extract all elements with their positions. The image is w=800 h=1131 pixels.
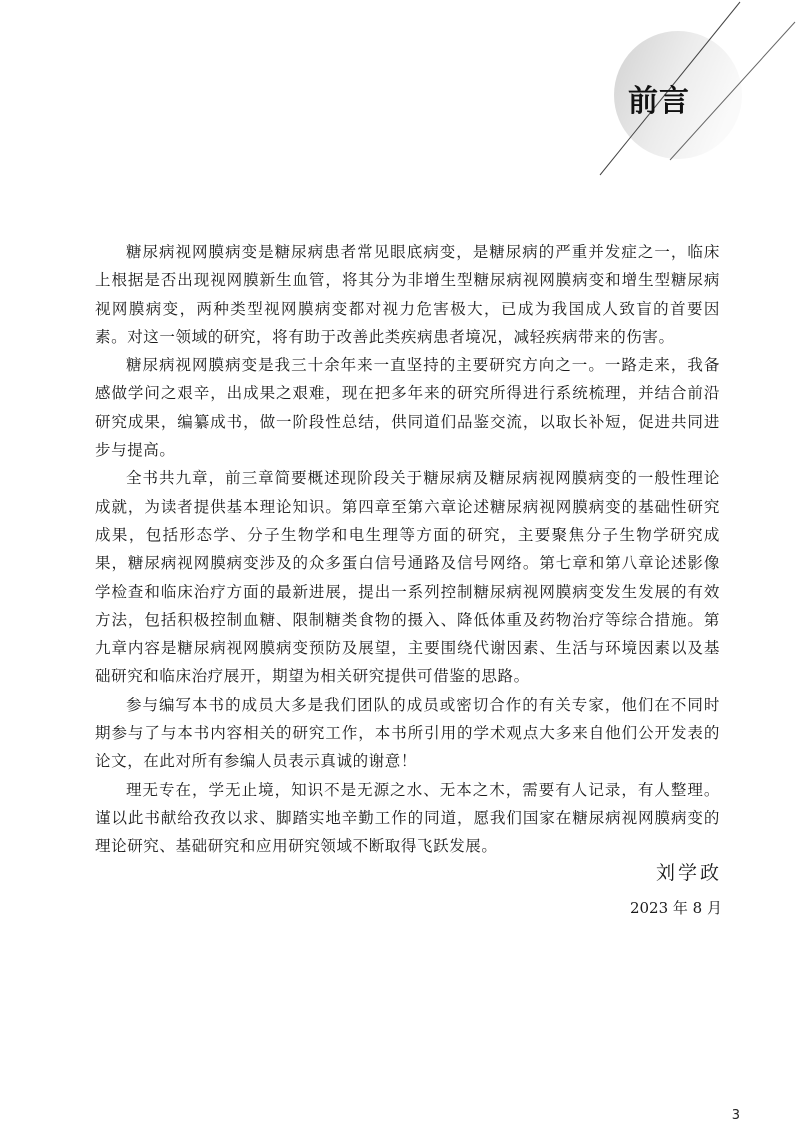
paragraph: 糖尿病视网膜病变是我三十余年来一直坚持的主要研究方向之一。一路走来，我备感做学问之艰辛，出成果之艰难，现在把多年来的研究所得进行系统梳理，并结合前沿研究成果，编纂成书，做一阶段性总结，供同道们品鉴交流，以取长补短，促进共同进步与提高。 [95,356,720,460]
header-decoration [590,0,800,200]
paragraph: 理无专在，学无止境，知识不是无源之水、无本之木，需要有人记录，有人整理。谨以此书献给孜孜以求、脚踏实地辛勤工作的同道，愿我们国家在糖尿病视网膜病变的理论研究、基础研究和应用研究领域不断取得飞跃发展。 [95,780,720,856]
paragraph: 全书共九章，前三章简要概述现阶段关于糖尿病及糖尿病视网膜病变的一般性理论成就，为读者提供基本理论知识。第四章至第六章论述糖尿病视网膜病变的基础性研究成果，包括形态学、分子生物学和电生理等方面的研究，主要聚焦分子生物学研究成果，糖尿病视网膜病变涉及的众多蛋白信号通路及信号网络。第七章和第八章论述影像学检查和临床治疗方面的最新进展，提出一系列控制糖尿病视网膜病变发生发展的有效方法，包括积极控制血糖、限制糖类食物的摄入、降低体重及药物治疗等综合措施。第九章内容是糖尿病视网膜病变预防及展望，主要围绕代谢因素、生活与环境因素以及基础研究和临床治疗展开，期望为相关研究提供可借鉴的思路。 [95,469,720,686]
signature-block [630,858,722,918]
page-title: 前言 [628,84,690,119]
page-number: 3 [731,1108,740,1123]
author-name: 刘学政 [655,862,722,884]
paragraph: 糖尿病视网膜病变是糖尿病患者常见眼底病变，是糖尿病的严重并发症之一，临床上根据是否出现视网膜新生血管，将其分为非增生型糖尿病视网膜病变和增生型糖尿病视网膜病变，两种类型视网膜病变都对视力危害极大，已成为我国成人致盲的首要因素。对这一领域的研究，将有助于改善此类疾病患者境况，减轻疾病带来的伤害。 [95,243,720,346]
paragraph: 参与编写本书的成员大多是我们团队的成员或密切合作的有关专家，他们在不同时期参与了与本书内容相关的研究工作，本书所引用的学术观点大多来自他们公开发表的论文，在此对所有参编人员表示真诚的谢意！ [95,695,720,771]
preface-body [95,238,720,861]
signature-date: 2023 年 8 月 [629,899,722,917]
